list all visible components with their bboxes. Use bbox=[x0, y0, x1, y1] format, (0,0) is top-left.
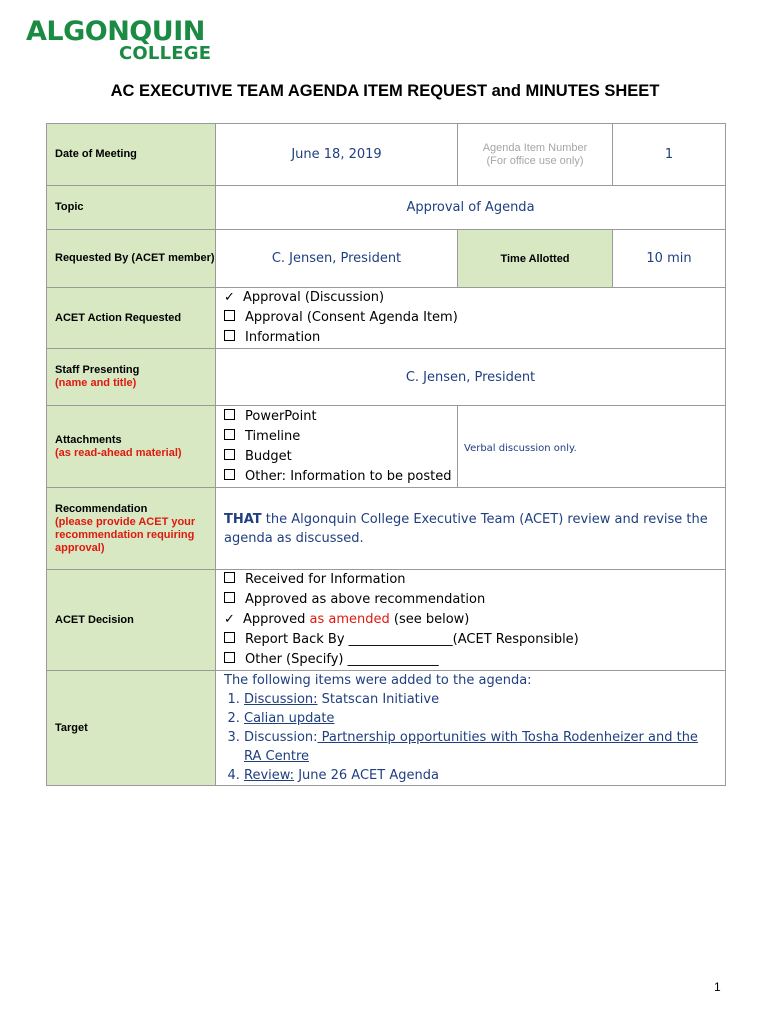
date-label: Date of Meeting bbox=[47, 124, 216, 186]
topic-value[interactable]: Approval of Agenda bbox=[216, 186, 726, 230]
action-option-information[interactable]: Information bbox=[224, 328, 725, 348]
date-row bbox=[47, 124, 726, 186]
attachments-row bbox=[47, 406, 726, 488]
requested-by-label: Requested By (ACET member) bbox=[47, 230, 216, 288]
action-options bbox=[216, 288, 726, 349]
attachments-note[interactable] bbox=[458, 406, 726, 488]
attachment-option-timeline[interactable]: Timeline bbox=[224, 427, 457, 447]
checkbox-icon bbox=[224, 429, 235, 440]
checkbox-icon bbox=[224, 592, 235, 603]
page-number: 1 bbox=[714, 980, 721, 994]
topic-label: Topic bbox=[47, 186, 216, 230]
time-allotted-label: Time Allotted bbox=[458, 230, 613, 288]
decision-options bbox=[216, 570, 726, 671]
decision-option-report-back[interactable]: Report Back By ________________(ACET Responsible) bbox=[224, 630, 725, 650]
action-option-approval-discussion[interactable]: ✓ Approval (Discussion) bbox=[224, 288, 725, 308]
recommendation-row bbox=[47, 488, 726, 570]
verbal-discussion-note: Verbal discussion only. bbox=[464, 442, 577, 454]
recommendation-label: Recommendation (please provide ACET your recommendation requiring approval) bbox=[47, 488, 216, 570]
agenda-item-number[interactable]: 1 bbox=[613, 124, 726, 186]
attachments-hint: (as read-ahead material) bbox=[55, 446, 182, 459]
recommendation-that: THAT bbox=[224, 511, 262, 527]
target-value[interactable] bbox=[216, 671, 726, 786]
action-option-consent-agenda[interactable]: Approval (Consent Agenda Item) bbox=[224, 308, 725, 328]
attachment-option-budget[interactable]: Budget bbox=[224, 447, 457, 467]
attachment-option-powerpoint[interactable]: PowerPoint bbox=[224, 407, 457, 427]
list-item: 2. Calian update bbox=[244, 709, 717, 728]
acet-decision-label: ACET Decision bbox=[47, 570, 216, 671]
checkbox-icon bbox=[224, 469, 235, 480]
list-item: 3. Discussion: Partnership opportunities with Tosha Rodenheizer and the RA Centre bbox=[244, 728, 717, 766]
checkbox-icon bbox=[224, 409, 235, 420]
time-allotted-value[interactable]: 10 min bbox=[613, 230, 726, 288]
staff-presenting-hint: (name and title) bbox=[55, 377, 137, 389]
checkbox-icon bbox=[224, 572, 235, 583]
staff-presenting-value[interactable]: C. Jensen, President bbox=[216, 349, 726, 406]
decision-option-received[interactable]: Received for Information bbox=[224, 570, 725, 590]
staff-row bbox=[47, 349, 726, 406]
decision-option-approved-amended[interactable]: ✓ Approved as amended (see below) bbox=[224, 610, 725, 630]
requested-row bbox=[47, 230, 726, 288]
checkmark-icon: ✓ bbox=[224, 612, 235, 627]
recommendation-hint: (please provide ACET your recommendation requiring approval) bbox=[55, 515, 196, 554]
recommendation-text: the Algonquin College Executive Team (ACET) review and revise the agenda as discussed. bbox=[224, 511, 708, 546]
logo-line2: COLLEGE bbox=[119, 43, 212, 64]
attachment-options bbox=[216, 406, 458, 488]
agenda-label-2: (For office use only) bbox=[486, 154, 584, 167]
action-requested-label: ACET Action Requested bbox=[47, 288, 216, 349]
target-label: Target bbox=[47, 671, 216, 786]
target-list bbox=[224, 690, 717, 785]
staff-presenting-label: Staff Presenting (name and title) bbox=[47, 349, 216, 406]
topic-row bbox=[47, 186, 726, 230]
logo-line1: ALGONQUIN bbox=[26, 16, 205, 47]
list-item: 1. Discussion: Statscan Initiative bbox=[244, 690, 717, 709]
document-title: AC EXECUTIVE TEAM AGENDA ITEM REQUEST and MINUTES SHEET bbox=[110, 82, 660, 100]
target-intro: The following items were added to the agenda: bbox=[224, 673, 532, 688]
agenda-item-number-label bbox=[458, 124, 613, 186]
checkbox-icon bbox=[224, 632, 235, 643]
college-logo bbox=[26, 18, 212, 64]
agenda-form-table bbox=[46, 123, 726, 786]
checkbox-icon bbox=[224, 330, 235, 341]
requested-by-value[interactable]: C. Jensen, President bbox=[216, 230, 458, 288]
checkbox-icon bbox=[224, 449, 235, 460]
action-row bbox=[47, 288, 726, 349]
list-item: 4. Review: June 26 ACET Agenda bbox=[244, 766, 717, 785]
target-row bbox=[47, 671, 726, 786]
checkbox-icon bbox=[224, 310, 235, 321]
date-value[interactable]: June 18, 2019 bbox=[216, 124, 458, 186]
decision-row bbox=[47, 570, 726, 671]
checkbox-icon bbox=[224, 652, 235, 663]
checkmark-icon: ✓ bbox=[224, 290, 235, 305]
decision-option-approved-as-above[interactable]: Approved as above recommendation bbox=[224, 590, 725, 610]
decision-option-other[interactable]: Other (Specify) ______________ bbox=[224, 650, 725, 670]
agenda-label-1: Agenda Item Number bbox=[482, 141, 588, 154]
attachment-option-other[interactable]: Other: Information to be posted bbox=[224, 467, 457, 487]
attachments-label: Attachments (as read-ahead material) bbox=[47, 406, 216, 488]
recommendation-value[interactable] bbox=[216, 488, 726, 570]
